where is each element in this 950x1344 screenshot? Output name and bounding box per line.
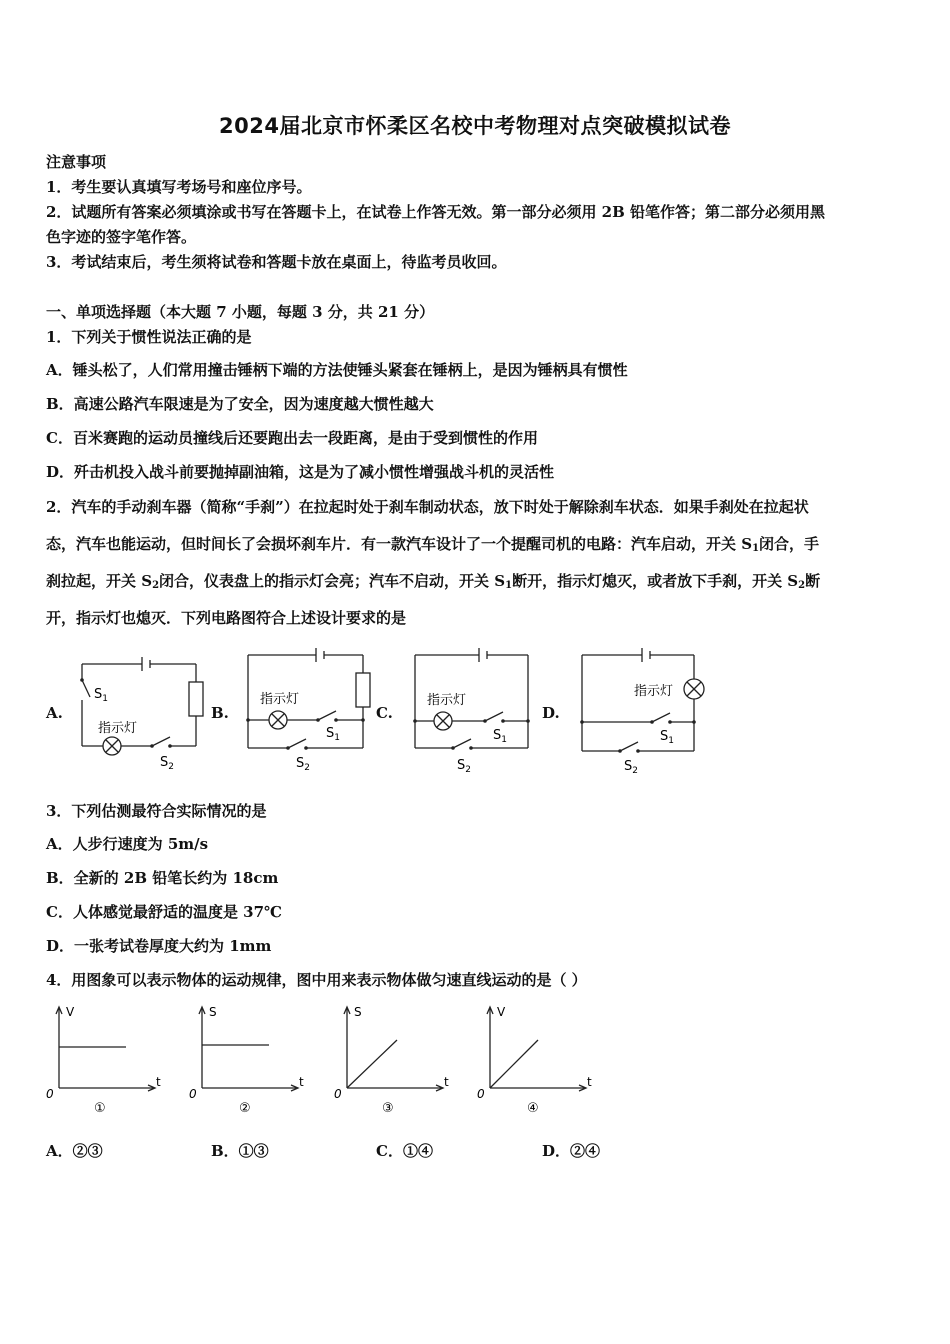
question-2-line: 开，指示灯也熄灭．下列电路图符合上述设计要求的是 bbox=[46, 609, 407, 627]
notice-item: 2．试题所有答案必须填涂或书写在答题卡上，在试卷上作答无效。第一部分必须用 2B 铅笔作答；第二部分必须用黑 bbox=[46, 203, 826, 221]
motion-graph-3 bbox=[330, 1000, 460, 1118]
circuit-option-label: A. bbox=[46, 704, 63, 722]
graph-y-label: S bbox=[354, 1005, 362, 1019]
section-heading: 一、单项选择题（本大题 7 小题，每题 3 分，共 21 分） bbox=[46, 303, 435, 321]
q1-option-a: A．锤头松了，人们常用撞击锤柄下端的方法使锤头紧套在锤柄上，是因为锤柄具有惯性 bbox=[46, 361, 628, 379]
notice-item: 3．考试结束后，考生须将试卷和答题卡放在桌面上，待监考员收回。 bbox=[46, 253, 507, 271]
q3-option-d: D．一张考试卷厚度大约为 1mm bbox=[46, 937, 272, 955]
q3-option-c: C．人体感觉最舒适的温度是 37℃ bbox=[46, 903, 283, 921]
q4-option-c: C．①④ bbox=[376, 1142, 433, 1160]
q1-option-d: D．歼击机投入战斗前要抛掉副油箱，这是为了减小惯性增强战斗机的灵活性 bbox=[46, 463, 555, 481]
q4-option-b: B．①③ bbox=[211, 1142, 269, 1160]
lamp-label: 指示灯 bbox=[634, 684, 674, 699]
question-1-stem: 1．下列关于惯性说法正确的是 bbox=[46, 328, 252, 346]
switch-s1-label: $S_1$ bbox=[94, 687, 108, 704]
question-4-stem: 4．用图象可以表示物体的运动规律，图中用来表示物体做匀速直线运动的是（ ） bbox=[46, 971, 587, 989]
graph-x-label: t bbox=[587, 1075, 592, 1089]
circuit-option-label: B. bbox=[211, 704, 229, 722]
motion-graph-1 bbox=[42, 1000, 172, 1118]
lamp-label: 指示灯 bbox=[98, 721, 138, 736]
notice-heading: 注意事项 bbox=[46, 153, 107, 171]
motion-graph-2 bbox=[185, 1000, 315, 1118]
graph-x-label: t bbox=[299, 1075, 304, 1089]
lamp-label: 指示灯 bbox=[260, 692, 300, 707]
circuit-diagram-c bbox=[405, 643, 545, 775]
q4-option-a: A．②③ bbox=[46, 1142, 103, 1160]
circuit-diagram-b bbox=[240, 643, 380, 775]
question-2-line: 刹拉起，开关 $S_2$闭合，仪表盘上的指示灯会亮；汽车不启动，开关 $S_1$断开，指示灯熄灭，或者放下手刹，开关 $S_2$断 bbox=[46, 572, 821, 591]
graph-x-label: t bbox=[156, 1075, 161, 1089]
question-2-line: 态，汽车也能运动，但时间长了会损坏刹车片．有一款汽车设计了一个提醒司机的电路：汽车启动，开关 $S_1$闭合，手 bbox=[46, 535, 820, 554]
graph-caption: ④ bbox=[527, 1101, 539, 1116]
graph-caption: ③ bbox=[382, 1101, 394, 1116]
q1-option-b: B．高速公路汽车限速是为了安全，因为速度越大惯性越大 bbox=[46, 395, 434, 413]
q3-option-b: B．全新的 2B 铅笔长约为 18cm bbox=[46, 869, 279, 887]
question-3-stem: 3．下列估测最符合实际情况的是 bbox=[46, 802, 267, 820]
switch-s1-label: $S_1$ bbox=[660, 729, 674, 746]
graph-caption: ② bbox=[239, 1101, 251, 1116]
circuit-diagram-d bbox=[572, 643, 722, 775]
switch-s2-label: $S_2$ bbox=[457, 758, 471, 775]
graph-x-label: t bbox=[444, 1075, 449, 1089]
graph-y-label: S bbox=[209, 1005, 217, 1019]
graph-origin-label: 0 bbox=[189, 1087, 197, 1101]
graph-origin-label: 0 bbox=[46, 1087, 54, 1101]
switch-s2-label: $S_2$ bbox=[160, 755, 174, 772]
graph-caption: ① bbox=[94, 1101, 106, 1116]
circuit-option-label: D. bbox=[542, 704, 560, 722]
switch-s1-label: $S_1$ bbox=[326, 726, 340, 743]
notice-item: 1．考生要认真填写考场号和座位序号。 bbox=[46, 178, 312, 196]
circuit-diagram-a bbox=[70, 650, 210, 775]
notice-item: 色字迹的签字笔作答。 bbox=[46, 228, 197, 246]
graph-origin-label: 0 bbox=[334, 1087, 342, 1101]
circuit-option-label: C. bbox=[376, 704, 393, 722]
graph-y-label: V bbox=[497, 1005, 506, 1019]
switch-s2-label: $S_2$ bbox=[624, 759, 638, 775]
q1-option-c: C．百米赛跑的运动员撞线后还要跑出去一段距离，是由于受到惯性的作用 bbox=[46, 429, 538, 447]
switch-s1-label: $S_1$ bbox=[493, 728, 507, 745]
q3-option-a: A．人步行速度为 5m/s bbox=[46, 835, 209, 853]
page-title: 2024届北京市怀柔区名校中考物理对点突破模拟试卷 bbox=[219, 114, 731, 138]
graph-y-label: V bbox=[66, 1005, 75, 1019]
lamp-label: 指示灯 bbox=[427, 693, 467, 708]
motion-graph-4 bbox=[473, 1000, 603, 1118]
question-2-line: 2．汽车的手动刹车器（简称“手刹”）在拉起时处于刹车制动状态，放下时处于解除刹车状态．如果手刹处在拉起状 bbox=[46, 498, 809, 516]
q4-option-d: D．②④ bbox=[542, 1142, 601, 1160]
switch-s2-label: $S_2$ bbox=[296, 756, 310, 773]
graph-origin-label: 0 bbox=[477, 1087, 485, 1101]
